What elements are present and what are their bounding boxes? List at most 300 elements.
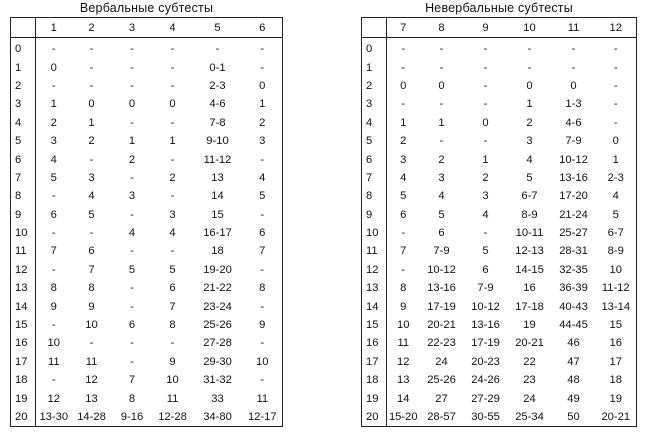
table-cell: 6 xyxy=(438,227,445,240)
table-cell: 1 xyxy=(612,153,619,166)
table-cell: 14 xyxy=(397,392,410,405)
table-cell: 3 xyxy=(50,135,57,148)
table-cell: - xyxy=(260,208,265,221)
table-cell: - xyxy=(130,300,134,313)
table-cell: - xyxy=(170,153,175,166)
table-cell: 8 xyxy=(400,282,407,295)
table-cell: - xyxy=(439,61,444,74)
table-cell: 7-9 xyxy=(477,282,494,295)
row-score-label: 8 xyxy=(11,187,36,205)
table-cell: 5 xyxy=(612,208,619,221)
nonverbal-header-row xyxy=(362,18,637,38)
verbal-table xyxy=(10,17,283,427)
table-cell: 21-24 xyxy=(559,208,588,221)
table-cell: 10-11 xyxy=(515,227,544,240)
table-cell: - xyxy=(51,263,56,276)
table-cell: - xyxy=(439,135,444,148)
nonverbal-title: Невербальные субтесты xyxy=(425,1,573,15)
nonverbal-column-header: 9 xyxy=(464,18,508,38)
table-cell: 12-17 xyxy=(247,411,277,423)
table-cell: 9 xyxy=(400,300,407,313)
table-cell: 4 xyxy=(88,190,95,203)
table-cell: 3 xyxy=(259,135,266,148)
row-score-label: 12 xyxy=(11,261,36,279)
table-cell: 7-8 xyxy=(209,116,226,129)
table-cell: 8 xyxy=(169,319,176,332)
table-cell: 25-26 xyxy=(203,319,232,332)
table-cell: 2 xyxy=(88,135,95,148)
table-cell: 19-20 xyxy=(203,263,232,276)
table-row xyxy=(362,77,637,95)
table-cell: 17-18 xyxy=(515,300,544,313)
table-cell: 16 xyxy=(609,337,622,350)
row-score-label: 3 xyxy=(11,95,36,113)
table-cell: 22-23 xyxy=(427,337,456,350)
table-cell: - xyxy=(89,79,94,92)
table-row xyxy=(362,408,637,427)
table-cell: - xyxy=(260,300,265,313)
table-row xyxy=(362,114,637,132)
row-score-label: 7 xyxy=(362,169,387,187)
table-cell: 3 xyxy=(438,171,445,184)
row-score-label: 18 xyxy=(11,371,36,389)
table-row xyxy=(11,150,283,168)
table-cell: - xyxy=(260,61,265,74)
nonverbal-body xyxy=(362,38,637,427)
row-score-label: 6 xyxy=(11,150,36,168)
table-cell: 22 xyxy=(523,355,536,368)
table-cell: 7-9 xyxy=(433,245,450,258)
table-cell: - xyxy=(260,374,265,387)
table-cell: 7 xyxy=(400,245,407,258)
nonverbal-table xyxy=(361,17,637,427)
table-cell: 21-22 xyxy=(203,282,232,295)
table-cell: - xyxy=(260,43,265,56)
verbal-header-row xyxy=(11,18,283,38)
table-cell: 4 xyxy=(169,227,176,240)
table-cell: 3 xyxy=(482,190,489,203)
row-score-label: 14 xyxy=(11,297,36,315)
table-row xyxy=(362,206,637,224)
row-score-label: 14 xyxy=(362,297,387,315)
row-score-label: 4 xyxy=(362,114,387,132)
table-cell: 14 xyxy=(211,190,224,203)
table-cell: 25-27 xyxy=(559,227,588,240)
table-cell: - xyxy=(401,98,406,111)
nonverbal-column-header: 12 xyxy=(596,18,637,38)
table-cell: 10 xyxy=(47,337,60,350)
table-cell: 4 xyxy=(482,208,489,221)
verbal-column-header: 5 xyxy=(193,18,243,38)
table-cell: 8 xyxy=(50,282,57,295)
table-cell: 23-24 xyxy=(203,300,232,313)
table-cell: 2 xyxy=(169,171,176,184)
table-cell: 1 xyxy=(50,98,57,111)
table-cell: 32-35 xyxy=(559,263,588,276)
table-cell: - xyxy=(130,282,134,295)
table-cell: - xyxy=(483,227,488,240)
row-score-label: 1 xyxy=(11,58,36,76)
table-cell: 1 xyxy=(438,116,445,129)
table-row xyxy=(11,95,283,113)
table-cell: 29-30 xyxy=(203,355,232,368)
table-cell: - xyxy=(613,98,618,111)
table-row xyxy=(362,279,637,297)
table-cell: 3 xyxy=(88,171,95,184)
table-row xyxy=(11,389,283,407)
row-score-label: 0 xyxy=(362,38,387,59)
table-cell: 10-12 xyxy=(427,263,456,276)
table-cell: 4 xyxy=(50,153,57,166)
table-cell: 8 xyxy=(259,282,266,295)
table-cell: 8 xyxy=(88,282,95,295)
table-cell: 9 xyxy=(259,319,266,332)
table-cell: - xyxy=(401,61,406,74)
table-row xyxy=(362,58,637,76)
table-cell: - xyxy=(613,43,618,56)
table-cell: - xyxy=(170,190,175,203)
table-cell: - xyxy=(51,319,56,332)
table-cell: - xyxy=(51,190,56,203)
table-cell: 10 xyxy=(397,319,410,332)
table-cell: 8-9 xyxy=(607,245,624,258)
table-cell: 18 xyxy=(211,245,224,258)
table-cell: - xyxy=(89,61,94,74)
table-cell: - xyxy=(439,98,444,111)
table-cell: 15 xyxy=(211,208,224,221)
table-cell: 16-17 xyxy=(203,227,232,240)
table-cell: 15-20 xyxy=(388,411,418,423)
verbal-header-corner xyxy=(11,18,36,38)
table-cell: 24 xyxy=(523,392,536,405)
row-score-label: 6 xyxy=(362,150,387,168)
table-cell: - xyxy=(527,43,532,56)
table-cell: 7-9 xyxy=(565,135,582,148)
table-cell: 1 xyxy=(482,153,489,166)
table-cell: - xyxy=(527,61,532,74)
table-cell: 47 xyxy=(567,355,580,368)
table-cell: - xyxy=(89,227,94,240)
table-cell: - xyxy=(483,79,488,92)
table-cell: 17-19 xyxy=(427,300,456,313)
table-cell: 12-13 xyxy=(515,245,544,258)
table-cell: - xyxy=(401,227,406,240)
nonverbal-header-corner xyxy=(362,18,387,38)
row-score-label: 1 xyxy=(362,58,387,76)
table-cell: - xyxy=(613,116,618,129)
table-cell: 8 xyxy=(128,392,136,405)
table-cell: 4 xyxy=(612,190,619,203)
table-row xyxy=(11,408,283,427)
table-cell: 10-12 xyxy=(471,300,500,313)
table-cell: 4 xyxy=(400,171,407,184)
table-cell: - xyxy=(571,61,576,74)
table-cell: - xyxy=(89,337,94,350)
row-score-label: 3 xyxy=(362,95,387,113)
table-cell: 2 xyxy=(50,116,57,129)
table-row xyxy=(362,150,637,168)
table-cell: 13-16 xyxy=(559,171,588,184)
row-score-label: 4 xyxy=(11,114,36,132)
table-cell: 0 xyxy=(88,98,95,111)
table-cell: 9 xyxy=(169,355,176,368)
table-row xyxy=(11,334,283,352)
table-cell: - xyxy=(613,61,618,74)
table-cell: 6-7 xyxy=(607,227,624,240)
table-cell: 5 xyxy=(88,208,95,221)
table-cell: 6 xyxy=(169,282,176,295)
table-cell: 10 xyxy=(256,355,269,368)
table-cell: 2 xyxy=(438,153,445,166)
row-score-label: 16 xyxy=(362,334,387,352)
table-cell: 44-45 xyxy=(559,319,588,332)
row-score-label: 2 xyxy=(11,77,36,95)
table-row xyxy=(11,206,283,224)
table-cell: 34-80 xyxy=(203,411,232,423)
table-cell: 6-7 xyxy=(521,190,538,203)
table-cell: 30-55 xyxy=(471,411,500,423)
table-cell: 1 xyxy=(169,135,176,148)
table-cell: - xyxy=(260,337,265,350)
table-row xyxy=(362,316,637,334)
table-cell: - xyxy=(401,263,406,276)
table-cell: - xyxy=(130,61,134,74)
row-score-label: 17 xyxy=(362,353,387,371)
table-cell: 31-32 xyxy=(203,374,232,387)
table-cell: 0 xyxy=(612,135,619,148)
verbal-column-header: 4 xyxy=(153,18,193,38)
row-score-label: 0 xyxy=(11,38,36,59)
table-cell: 20-21 xyxy=(427,319,456,332)
table-cell: - xyxy=(89,43,94,56)
table-cell: 24 xyxy=(435,355,448,368)
table-cell: 2 xyxy=(482,171,489,184)
table-cell: 12 xyxy=(47,392,60,405)
table-cell: 6 xyxy=(88,245,95,258)
table-cell: 50 xyxy=(567,411,580,423)
table-cell: 17-19 xyxy=(471,337,500,350)
table-row xyxy=(362,261,637,279)
table-cell: 9 xyxy=(50,300,57,313)
table-cell: 33 xyxy=(211,392,224,405)
table-cell: 5 xyxy=(400,190,407,203)
table-cell: - xyxy=(215,43,220,56)
table-cell: 11 xyxy=(85,355,98,368)
table-cell: 7 xyxy=(88,263,95,276)
table-row xyxy=(11,371,283,389)
table-cell: 5 xyxy=(526,171,533,184)
table-row xyxy=(11,169,283,187)
table-cell: 14-28 xyxy=(77,411,106,423)
table-cell: - xyxy=(170,43,175,56)
table-cell: 3 xyxy=(128,190,136,203)
row-score-label: 5 xyxy=(362,132,387,150)
table-cell: 17 xyxy=(609,355,622,368)
table-cell: - xyxy=(571,43,576,56)
table-cell: - xyxy=(51,43,56,56)
table-cell: 2 xyxy=(526,116,533,129)
table-row xyxy=(362,38,637,59)
table-row xyxy=(11,114,283,132)
table-cell: 1 xyxy=(526,98,533,111)
verbal-column-header: 3 xyxy=(112,18,153,38)
table-row xyxy=(11,316,283,334)
row-score-label: 10 xyxy=(362,224,387,242)
table-cell: - xyxy=(51,374,56,387)
table-cell: 13-16 xyxy=(427,282,456,295)
table-cell: 14-15 xyxy=(515,263,544,276)
table-cell: - xyxy=(130,337,134,350)
verbal-column-header: 1 xyxy=(36,18,72,38)
table-cell: - xyxy=(130,245,134,258)
table-cell: 36-39 xyxy=(559,282,588,295)
table-row xyxy=(362,132,637,150)
table-row xyxy=(11,279,283,297)
table-cell: 6 xyxy=(128,319,136,332)
table-row xyxy=(11,58,283,76)
table-cell: 11 xyxy=(166,392,179,405)
table-cell: - xyxy=(130,43,134,56)
table-cell: 0-1 xyxy=(209,61,226,74)
table-cell: - xyxy=(51,79,56,92)
table-cell: 12 xyxy=(397,355,410,368)
row-score-label: 15 xyxy=(11,316,36,334)
table-cell: 25-26 xyxy=(427,374,456,387)
table-cell: 9-10 xyxy=(206,135,229,148)
table-cell: 3 xyxy=(169,208,176,221)
table-row xyxy=(362,95,637,113)
table-cell: 1-3 xyxy=(565,98,582,111)
row-score-label: 13 xyxy=(362,279,387,297)
table-cell: - xyxy=(483,61,488,74)
table-cell: 18 xyxy=(609,374,622,387)
table-cell: 11 xyxy=(47,355,60,368)
table-cell: 5 xyxy=(259,190,266,203)
table-cell: 12-28 xyxy=(158,411,187,423)
table-cell: 9-16 xyxy=(120,411,144,423)
table-cell: 16 xyxy=(523,282,536,295)
table-cell: 24-26 xyxy=(471,374,500,387)
table-cell: 2 xyxy=(128,153,136,166)
table-cell: 4 xyxy=(438,190,445,203)
table-cell: 4 xyxy=(526,153,533,166)
table-cell: - xyxy=(130,355,134,368)
table-row xyxy=(11,132,283,150)
table-cell: 1 xyxy=(400,116,407,129)
row-score-label: 16 xyxy=(11,334,36,352)
table-row xyxy=(362,187,637,205)
table-cell: - xyxy=(170,337,175,350)
table-cell: 20-21 xyxy=(601,411,631,423)
nonverbal-block xyxy=(361,0,637,427)
nonverbal-column-header: 7 xyxy=(387,18,420,38)
table-cell: 6 xyxy=(482,263,489,276)
table-cell: 1 xyxy=(88,116,95,129)
row-score-label: 5 xyxy=(11,132,36,150)
table-cell: 13 xyxy=(85,392,98,405)
table-row xyxy=(11,297,283,315)
table-row xyxy=(362,297,637,315)
row-score-label: 8 xyxy=(362,187,387,205)
table-cell: - xyxy=(483,135,488,148)
table-cell: 2 xyxy=(400,135,407,148)
table-cell: 2-3 xyxy=(209,79,226,92)
table-cell: - xyxy=(130,79,134,92)
table-cell: - xyxy=(51,227,56,240)
table-cell: - xyxy=(130,171,134,184)
table-cell: 0 xyxy=(259,79,266,92)
table-row xyxy=(11,261,283,279)
table-cell: 4 xyxy=(128,227,136,240)
table-cell: 49 xyxy=(567,392,580,405)
table-cell: 11-12 xyxy=(203,153,232,166)
row-score-label: 15 xyxy=(362,316,387,334)
table-cell: - xyxy=(439,43,444,56)
row-score-label: 18 xyxy=(362,371,387,389)
row-score-label: 19 xyxy=(11,389,36,407)
table-row xyxy=(362,371,637,389)
table-cell: 6 xyxy=(50,208,57,221)
table-cell: 5 xyxy=(482,245,489,258)
table-cell: - xyxy=(170,79,175,92)
table-cell: 20-23 xyxy=(471,355,500,368)
table-cell: - xyxy=(483,98,488,111)
row-score-label: 9 xyxy=(362,206,387,224)
verbal-column-header: 2 xyxy=(72,18,112,38)
table-cell: 5 xyxy=(438,208,445,221)
table-cell: 6 xyxy=(400,208,407,221)
table-cell: 0 xyxy=(128,98,136,111)
table-cell: 0 xyxy=(482,116,489,129)
table-cell: 20-21 xyxy=(515,337,544,350)
table-row xyxy=(11,77,283,95)
table-cell: 46 xyxy=(567,337,580,350)
row-score-label: 20 xyxy=(11,408,36,427)
table-cell: 48 xyxy=(567,374,580,387)
nonverbal-column-header: 8 xyxy=(420,18,464,38)
table-cell: 7 xyxy=(169,300,176,313)
table-cell: 4 xyxy=(259,171,266,184)
table-cell: 5 xyxy=(169,263,176,276)
nonverbal-column-header: 11 xyxy=(552,18,596,38)
table-cell: 25-34 xyxy=(515,411,544,423)
nonverbal-column-header: 10 xyxy=(508,18,552,38)
table-cell: 15 xyxy=(609,319,622,332)
verbal-column-header: 6 xyxy=(243,18,283,38)
table-row xyxy=(11,353,283,371)
table-row xyxy=(11,187,283,205)
table-cell: 13-30 xyxy=(39,411,69,423)
table-cell: 5 xyxy=(50,171,57,184)
table-cell: - xyxy=(170,116,175,129)
row-score-label: 11 xyxy=(362,242,387,260)
row-score-label: 13 xyxy=(11,279,36,297)
table-cell: 10 xyxy=(85,319,98,332)
table-cell: 10 xyxy=(166,374,179,387)
table-cell: 0 xyxy=(570,79,577,92)
table-cell: 28-57 xyxy=(427,411,456,423)
table-row xyxy=(362,353,637,371)
table-cell: - xyxy=(260,263,265,276)
table-cell: 27 xyxy=(435,392,448,405)
row-score-label: 12 xyxy=(362,261,387,279)
table-cell: - xyxy=(89,153,94,166)
table-cell: 19 xyxy=(523,319,536,332)
table-cell: - xyxy=(260,153,265,166)
table-cell: 0 xyxy=(438,79,445,92)
table-cell: 19 xyxy=(609,392,622,405)
verbal-body xyxy=(11,38,283,427)
